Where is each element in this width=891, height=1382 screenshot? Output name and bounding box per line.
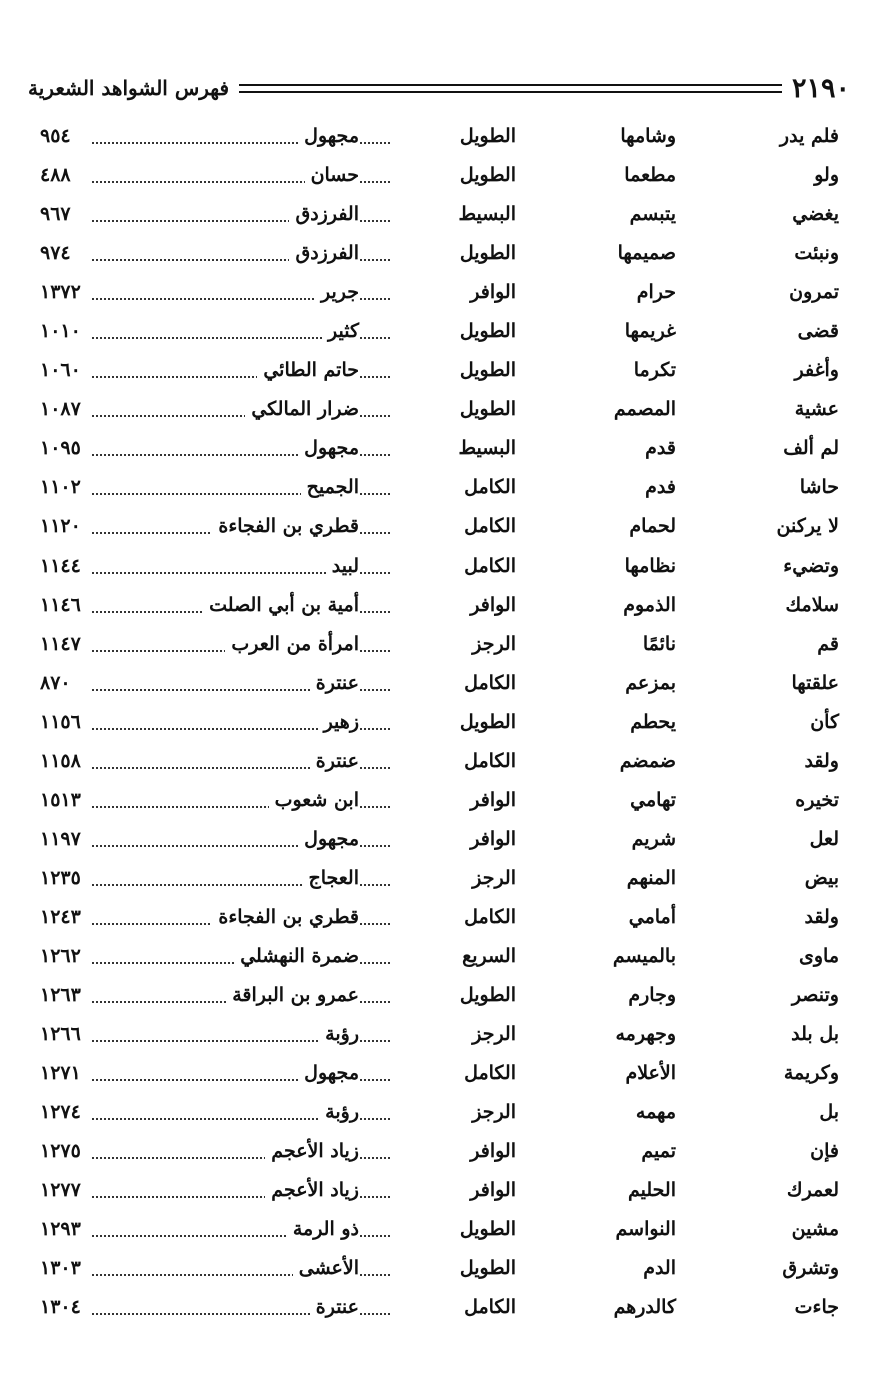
index-row: [0, 1015, 891, 1054]
poetic-meter: الطويل: [459, 1257, 516, 1280]
index-row: [0, 390, 891, 429]
page-reference: ١٣٠٣: [40, 1256, 87, 1280]
page-reference: ١٢٧٧: [40, 1178, 87, 1202]
index-row: [0, 547, 891, 586]
verse-opening: فإن: [810, 1140, 839, 1163]
page-reference: ٨٧٠: [40, 671, 77, 695]
page-reference: ١٢٩٣: [40, 1217, 87, 1241]
page-reference: ١٢٤٣: [40, 905, 87, 929]
rhyme-word: المنهم: [626, 866, 676, 889]
poet-name: مجهول: [298, 1061, 359, 1085]
page-reference: ١٠٨٧: [40, 397, 87, 421]
poet-name: الجميح: [301, 475, 359, 499]
poetic-meter: الطويل: [459, 320, 516, 343]
poet-name: امرأة من العرب: [225, 632, 359, 656]
verse-opening: علقتها: [791, 671, 839, 694]
rhyme-word: وشامها: [620, 125, 676, 147]
poet-name: زياد الأعجم: [265, 1139, 359, 1163]
verse-opening: بل: [819, 1101, 839, 1124]
index-row: [0, 937, 891, 976]
verse-opening: ماوى: [798, 944, 839, 967]
index-row: [0, 703, 891, 742]
page-header: [28, 68, 850, 108]
index-row: [0, 1210, 891, 1249]
page-reference: ١١٤٦: [40, 593, 87, 617]
poet-name: العجاج: [302, 866, 359, 890]
verse-opening: ولقد: [804, 749, 839, 772]
verse-opening: لا يركنن: [776, 515, 839, 538]
verse-opening: لعل: [809, 827, 839, 850]
rhyme-word: حرام: [636, 281, 676, 304]
rhyme-word: قدم: [645, 437, 676, 460]
page-reference: ١٠٩٥: [40, 436, 87, 460]
poetic-meter: الطويل: [459, 1218, 516, 1241]
page-reference: ١٢٦٦: [40, 1022, 87, 1046]
poet-name: زهير: [318, 710, 359, 734]
page-reference: ١٣٠٤: [40, 1295, 87, 1319]
index-row: [0, 1249, 891, 1288]
poetic-meter: البسيط: [458, 203, 516, 226]
poetic-meter: الرجز: [472, 1101, 516, 1124]
rhyme-word: لحمام: [629, 515, 676, 538]
poet-name: ابن شعوب: [269, 788, 359, 812]
poet-name: عنترة: [310, 749, 359, 773]
poetic-meter: الكامل: [464, 1296, 516, 1319]
poetic-meter: الكامل: [464, 515, 516, 538]
poet-name: قطري بن الفجاءة: [212, 905, 359, 929]
verse-opening: ولقد: [804, 905, 839, 928]
rhyme-word: الحليم: [627, 1179, 676, 1202]
poetic-meter: الوافر: [470, 593, 516, 616]
poetic-meter: السريع: [462, 944, 516, 967]
rhyme-word: بمزعم: [625, 671, 676, 694]
rhyme-word: الدم: [643, 1257, 676, 1280]
verse-opening: ونبئت: [794, 242, 839, 265]
poetic-meter: الطويل: [459, 242, 516, 265]
header-double-rule: [239, 84, 782, 93]
rhyme-word: كالدرهم: [613, 1296, 676, 1319]
poetic-meter: الكامل: [464, 476, 516, 499]
rhyme-word: أمامي: [628, 905, 676, 928]
poetic-meter: الكامل: [464, 905, 516, 928]
verse-opening: ولو: [814, 164, 839, 187]
poet-name: قطري بن الفجاءة: [212, 514, 359, 538]
verse-opening: وكريمة: [783, 1062, 839, 1085]
poetic-meter: الوافر: [470, 281, 516, 304]
poet-name: حاتم الطائي: [257, 358, 359, 382]
index-row: [0, 625, 891, 664]
rhyme-word: تهامي: [630, 788, 676, 811]
page-reference: ١٢٧٥: [40, 1139, 87, 1163]
rhyme-word: غريمها: [624, 320, 676, 343]
poetic-meter: الكامل: [464, 1062, 516, 1085]
poet-name: رؤبة: [319, 1100, 359, 1124]
page-reference: ١١٤٤: [40, 554, 87, 578]
index-row: [0, 1171, 891, 1210]
index-row: [0, 156, 891, 195]
index-row: [0, 664, 891, 703]
index-row: [0, 781, 891, 820]
rhyme-word: وجارم: [628, 984, 676, 1007]
rhyme-word: تكرما: [633, 359, 676, 382]
rhyme-word: صميمها: [617, 242, 676, 265]
index-row: [0, 820, 891, 859]
page-reference: ١١٥٨: [40, 749, 87, 773]
poetic-meter: الوافر: [470, 1140, 516, 1163]
page-reference: ١١٢٠: [40, 514, 87, 538]
verse-opening: سلامك: [785, 593, 839, 616]
poet-name: ذو الرمة: [287, 1217, 359, 1241]
index-row: [0, 351, 891, 390]
poetic-meter: الكامل: [464, 749, 516, 772]
verse-opening: لعمرك: [786, 1179, 839, 1202]
poet-name: عنترة: [310, 671, 359, 695]
verse-opening: قضى: [797, 320, 839, 343]
rhyme-word: يحطم: [630, 710, 676, 733]
rhyme-word: تميم: [641, 1140, 676, 1163]
poet-name: كثير: [322, 319, 359, 343]
verse-opening: وأغفر: [794, 359, 839, 382]
index-row: [0, 117, 891, 156]
poet-name: عمرو بن البراقة: [226, 983, 359, 1007]
index-row: [0, 507, 891, 546]
index-row: [0, 898, 891, 937]
page-reference: ١٥١٣: [40, 788, 87, 812]
verse-opening: تمرون: [789, 281, 839, 304]
verse-opening: وتضيء: [783, 554, 839, 577]
index-row: [0, 312, 891, 351]
poet-name: أمية بن أبي الصلت: [203, 593, 359, 617]
poetic-meter: البسيط: [458, 437, 516, 460]
poet-name: الفرزدق: [289, 241, 359, 265]
page-reference: ١٢٧١: [40, 1061, 87, 1085]
index-row: [0, 195, 891, 234]
page-reference: ٩٧٤: [40, 241, 77, 265]
page-reference: ١١٤٧: [40, 632, 87, 656]
poet-name: مجهول: [298, 124, 359, 148]
verse-opening: كأن: [810, 710, 839, 733]
verse-opening: قم: [817, 632, 839, 655]
index-row: [0, 1093, 891, 1132]
poet-name: رؤبة: [319, 1022, 359, 1046]
rhyme-word: فدم: [645, 476, 676, 499]
page-reference: ١١٥٦: [40, 710, 87, 734]
index-row: [0, 429, 891, 468]
page-reference: ١٠٦٠: [40, 358, 87, 382]
poetic-meter: الوافر: [470, 788, 516, 811]
verse-opening: يغضي: [792, 203, 839, 226]
poet-name: مجهول: [298, 827, 359, 851]
poetic-meter: الطويل: [459, 398, 516, 421]
poetic-meter: الطويل: [459, 984, 516, 1007]
poetic-meter: الطويل: [459, 125, 516, 147]
index-row: [0, 742, 891, 781]
poet-name: لبيد: [326, 554, 359, 578]
poetic-meter: الكامل: [464, 554, 516, 577]
verse-opening: وتنصر: [791, 984, 839, 1007]
page-reference: ١٢٦٣: [40, 983, 87, 1007]
verse-opening: حاشا: [799, 476, 839, 499]
rhyme-word: شريم: [631, 827, 676, 850]
page-number: ٢١٩٠: [791, 72, 850, 104]
poetic-meter: الطويل: [459, 710, 516, 733]
poetic-meter: الوافر: [470, 1179, 516, 1202]
rhyme-word: المصمم: [613, 398, 676, 421]
page-reference: ١٢٣٥: [40, 866, 87, 890]
verse-opening: تخيره: [795, 788, 839, 811]
page-reference: ١٠١٠: [40, 319, 87, 343]
rhyme-word: وجهرمه: [615, 1023, 676, 1046]
poet-name: عنترة: [310, 1295, 359, 1319]
index-row: [0, 1132, 891, 1171]
poetic-meter: الكامل: [464, 671, 516, 694]
rhyme-word: الأعلام: [625, 1062, 676, 1085]
page-reference: ١٢٧٤: [40, 1100, 87, 1124]
index-row: [0, 468, 891, 507]
poet-name: الأعشى: [293, 1256, 359, 1280]
poetic-meter: الطويل: [459, 164, 516, 187]
poet-name: مجهول: [298, 436, 359, 460]
poet-name: حسان: [305, 163, 359, 187]
verse-opening: فلم يدر: [779, 125, 839, 147]
index-row: [0, 976, 891, 1015]
rhyme-word: مهمه: [635, 1101, 676, 1124]
poetic-meter: الرجز: [472, 632, 516, 655]
rhyme-word: الذموم: [623, 593, 676, 616]
verse-opening: عشية: [794, 398, 839, 421]
poet-name: زياد الأعجم: [265, 1178, 359, 1202]
page-reference: ١١٩٧: [40, 827, 87, 851]
index-row: [0, 1054, 891, 1093]
index-row: [0, 859, 891, 898]
rhyme-word: بالميسم: [612, 944, 676, 967]
page-reference: ١٢٦٢: [40, 944, 87, 968]
verse-opening: بل بلد: [791, 1023, 839, 1046]
poetic-meter: الوافر: [470, 827, 516, 850]
verse-opening: لم ألف: [783, 437, 839, 460]
section-title: فهرس الشواهد الشعرية: [28, 76, 230, 100]
page-reference: ٤٨٨: [40, 163, 77, 187]
index-row: [0, 273, 891, 312]
rhyme-word: نظامها: [624, 554, 676, 577]
verse-opening: مشين: [791, 1218, 839, 1241]
page-reference: ٩٥٤: [40, 124, 77, 148]
poet-name: الفرزدق: [289, 202, 359, 226]
page-reference: ١٣٧٢: [40, 280, 87, 304]
rhyme-word: ضمضم: [619, 749, 676, 772]
page-reference: ٩٦٧: [40, 202, 77, 226]
poet-name: ضمرة النهشلي: [234, 944, 359, 968]
poetic-meter: الطويل: [459, 359, 516, 382]
page-reference: ١١٠٢: [40, 475, 87, 499]
verse-opening: جاءت: [794, 1296, 839, 1319]
rhyme-word: يتبسم: [629, 203, 676, 226]
poet-name: ضرار المالكي: [245, 397, 359, 421]
poetic-meter: الرجز: [472, 866, 516, 889]
rhyme-word: مطعما: [624, 164, 676, 187]
index-row: [0, 234, 891, 273]
poetry-index-list: [0, 117, 891, 1327]
verse-opening: وتشرق: [782, 1257, 839, 1280]
verse-opening: بيض: [804, 866, 839, 889]
index-row: [0, 586, 891, 625]
rhyme-word: نائمًا: [642, 632, 676, 655]
rhyme-word: النواسم: [615, 1218, 676, 1241]
index-row: [0, 1288, 891, 1327]
poet-name: جرير: [315, 280, 359, 304]
poetic-meter: الرجز: [472, 1023, 516, 1046]
